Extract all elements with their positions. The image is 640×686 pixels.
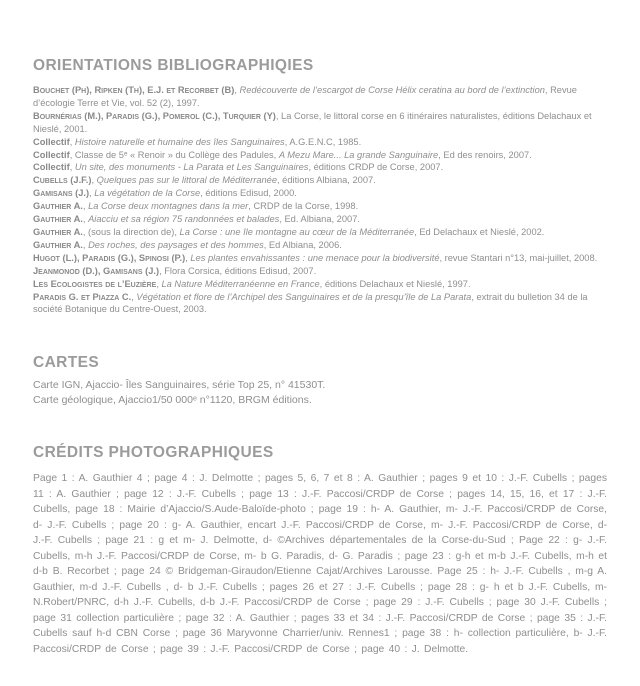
bibliography-entry [33, 213, 607, 226]
bibliography-entry [33, 136, 607, 149]
bibliography-segment: Gauthier A. [33, 214, 83, 225]
bibliography-segment: , [82, 214, 89, 225]
bibliography-segment: Bournérias (M.), Paradis (G.), Pomerol (C.), Turquier (Y) [33, 110, 276, 121]
map-line-geologique: Carte géologique, Ajaccio1/50 000ᵉ n°1120, BRGM éditions. [33, 394, 312, 407]
bibliography-segment: , [91, 175, 97, 186]
bibliography-segment: Cubells (J.F.) [33, 175, 92, 186]
bibliography-segment: Un site, des monuments - La Parata et Les Sanguinaires [74, 162, 309, 173]
bibliography-entry [33, 84, 607, 110]
bibliography-entry [33, 226, 607, 239]
bibliography-segment: , [185, 252, 191, 263]
bibliography-segment: , [234, 85, 240, 95]
bibliography-segment: Quelques pas sur le littoral de Méditerranée [96, 175, 278, 186]
bibliography-segment: , [156, 278, 162, 289]
bibliography-segment: , Ed des renoirs, 2007. [438, 149, 532, 160]
bibliography-segment: , éditions Albiana, 2007. [277, 175, 376, 186]
bibliography-segment: Les plantes envahissantes : une menace pour la biodiversité [190, 252, 440, 263]
bibliography-segment: Hugot (L.), Paradis (G.), Spinosi (P.) [33, 252, 186, 263]
bibliography-entry [33, 200, 607, 213]
bibliography-segment: Jeanmonod (D.), Gamisans (J.) [33, 265, 160, 276]
bibliography-segment: , revue Stantari n°13, mai-juillet, 2008. [439, 252, 598, 263]
bibliography-segment: , [131, 291, 137, 302]
bibliography-entry [33, 252, 607, 265]
bibliography-segment: La Corse deux montagnes dans la mer [88, 201, 249, 212]
bibliography-entry [33, 265, 607, 278]
bibliography-segment: Collectif [33, 162, 70, 173]
bibliography-segment: Les Ecologistes de l’Euzière [33, 278, 157, 289]
bibliography-segment: , (sous la direction de), [82, 226, 180, 237]
bibliography-segment: , éditions Delachaux et Nieslé, 1997. [319, 278, 471, 289]
bibliography-section [33, 57, 607, 316]
credits-text: Page 1 : A. Gauthier 4 ; page 4 : J. Delmotte ; pages 5, 6, 7 et 8 : A. Gauthier ; pages 9 et 10 : J.-F. Cubells ; pages 11 : A. Gauthier ; page 12 : J.-F. Cubells ; page 13 : J.-F. Paccosi/CRDP de Corse ; pages 14, 15, 16, et 17 : J.-F. Cubells, page 18 : Mairie d’Ajaccio/S.Aude-Baloïde-photo ; page 19 : h- A. Gauthier, m- J.-F. Paccosi/CRDP de Corse, d- J.-F. Cubells ; page 20 : g- A. Gauthier, encart J.-F. Paccosi/CRDP de Corse, m- J.-F. Paccosi/CRDP de Corse, d- J.-F. Cubells ; page 21 : g et m- J. Delmotte, d- ©Archives départementales de la Corse-du-Sud ; Page 22 : g- J.-F. Cubells, m-h J.-F. Paccosi/CRDP de Corse, m- b G. Paradis, d- G. Paradis ; page 23 : g-h et m-b J.-F. Cubells, m-h et d-b B. Recorbet ; page 24 © Bridgeman-Giraudon/Etienne Cajat/Archives Larousse. Page 25 : h- J.-F. Cubells , m-g A. Gauthier, m-d J.-F. Cubells , d- b J.-F. Cubells ; pages 26 et 27 : J.-F. Cubells ; page 28 : g- h et b J.-F. Cubells, m- N.Robert/PNRC, d-h J.-F. Cubells, d-b J.-F. Paccosi/CRDP de Corse ; page 29 : J.-F. Cubells ; page 30 J.-F. Cubells ; page 31 collection particulière ; page 32 : A. Gauthier ; pages 33 et 34 : J.-F. Paccosi/CRDP de Corse ; page 35 : J.-F. Cubells sauf h-d CBN Corse ; page 36 Maryvonne Charrier/univ. Rennes1 ; page 38 : h- collection particulière, b- J.-F. Paccosi/CRDP de Corse ; page 39 : J.-F. Paccosi/CRDP de Corse ; page 40 : J. Delmotte. [33, 473, 607, 655]
bibliography-segment: , [82, 201, 89, 212]
bibliography-segment: Gauthier A. [33, 226, 83, 237]
bibliography-segment: , Revue d’écologie Terre et Vie, vol. 52 (2), 1997. [33, 85, 577, 108]
bibliography-segment: Gauthier A. [33, 201, 83, 212]
bibliography-entry [33, 110, 607, 136]
bibliography-segment: , [69, 162, 75, 173]
bibliography-entry [33, 174, 607, 187]
bibliography-segment: , Ed Delachaux et Nieslé, 2002. [414, 226, 545, 237]
bibliography-segment: Gauthier A. [33, 239, 83, 250]
map-line-ign: Carte IGN, Ajaccio- Îles Sanguinaires, série Top 25, n° 41530T. [33, 379, 326, 392]
bibliography-segment: Collectif [33, 149, 70, 160]
bibliography-entry [33, 161, 607, 174]
bibliography-segment: , A.G.E.N.C, 1985. [284, 136, 362, 147]
bibliography-segment: Gamisans (J.) [33, 188, 90, 199]
maps-section [33, 354, 607, 408]
bibliography-segment: , La Corse, le littoral corse en 6 itinéraires naturalistes, éditions Delachaux et Nieslé, 2001. [33, 110, 592, 134]
credits-section [33, 444, 607, 657]
bibliography-segment: Collectif [33, 136, 70, 147]
bibliography-segment: Bouchet (Ph), Ripken (Th), E.J. et Recorbet (B) [33, 85, 235, 95]
credits-title: CRÉDITS PHOTOGRAPHIQUES [33, 444, 274, 462]
bibliography-entry [33, 278, 607, 291]
bibliography-segment: Paradis G. et Piazza C. [33, 291, 132, 302]
bibliography-segment: Des roches, des paysages et des hommes [88, 239, 264, 250]
bibliography-list [33, 84, 607, 316]
bibliography-segment: La Nature Méditerranéenne en France [161, 278, 320, 289]
bibliography-segment: La Corse : une île montagne au cœur de la Méditerranée [179, 226, 415, 237]
bibliography-segment: , éditions Edisud, 2000. [200, 188, 297, 199]
maps-title: CARTES [33, 354, 100, 372]
bibliography-segment: , Ed. Albiana, 2007. [279, 214, 360, 225]
bibliography-entry [33, 149, 607, 162]
bibliography-segment: , Ed Albiana, 2006. [263, 239, 342, 250]
bibliography-title: ORIENTATIONS BIBLIOGRAPHIQIES [33, 57, 314, 74]
bibliography-segment: , Flora Corsica, éditions Edisud, 2007. [159, 265, 317, 276]
bibliography-segment: , éditions CRDP de Corse, 2007. [308, 162, 444, 173]
bibliography-segment: , extrait du bulletion 34 de la société Botanique du Centre-Ouest, 2003. [33, 291, 588, 315]
bibliography-entry [33, 239, 607, 252]
bibliography-entry [33, 187, 607, 200]
bibliography-segment: La végétation de la Corse [94, 188, 201, 199]
bibliography-segment: , CRDP de la Corse, 1998. [248, 201, 359, 212]
bibliography-segment: , [89, 188, 95, 199]
bibliography-segment: , [69, 136, 75, 147]
bibliography-segment: , [82, 239, 89, 250]
bibliography-segment: Végétation et flore de l’Archipel des Sanguinaires et de la presqu’île de La Parata [136, 291, 472, 302]
bibliography-segment: , Classe de 5ᵉ « Renoir » du Collège des Padules, [69, 149, 279, 160]
bibliography-segment: Redécouverte de l’escargot de Corse Hélix ceratina au bord de l’extinction [239, 85, 545, 95]
bibliography-segment: Histoire naturelle et humaine des îles Sanguinaires [74, 136, 285, 147]
bibliography-entry [33, 291, 607, 317]
bibliography-segment: A Mezu Mare... La grande Sanguinaire [278, 149, 439, 160]
bibliography-segment: Aiacciu et sa région 75 randonnées et balades [88, 214, 280, 225]
